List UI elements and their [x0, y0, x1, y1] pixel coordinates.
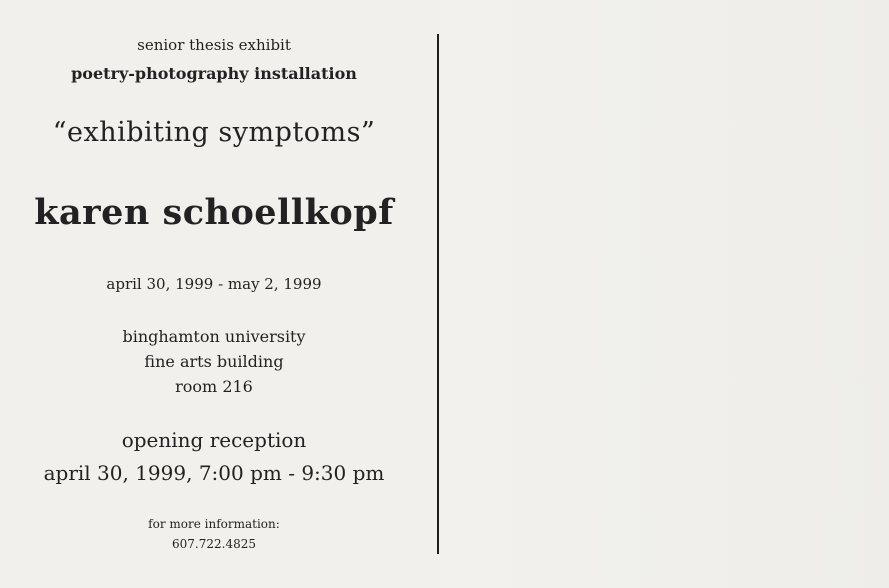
location-line-1: binghamton university [122, 327, 306, 346]
installation-type: poetry-photography installation [71, 64, 357, 83]
information-label: for more information: [148, 517, 280, 531]
vertical-divider [437, 34, 439, 554]
postcard-address-side [440, 0, 889, 588]
artist-name: karen schoellkopf [34, 192, 394, 233]
exhibit-dates: april 30, 1999 - may 2, 1999 [106, 275, 322, 293]
phone-number: 607.722.4825 [172, 537, 256, 551]
reception-label: opening reception [121, 428, 307, 452]
location-line-2: fine arts building [144, 352, 284, 371]
reception-time: april 30, 1999, 7:00 pm - 9:30 pm [43, 461, 385, 485]
location-line-3: room 216 [175, 377, 253, 396]
postcard-message-side [0, 0, 428, 588]
subtitle: senior thesis exhibit [137, 36, 291, 54]
exhibit-title: “exhibiting symptoms” [52, 117, 376, 148]
